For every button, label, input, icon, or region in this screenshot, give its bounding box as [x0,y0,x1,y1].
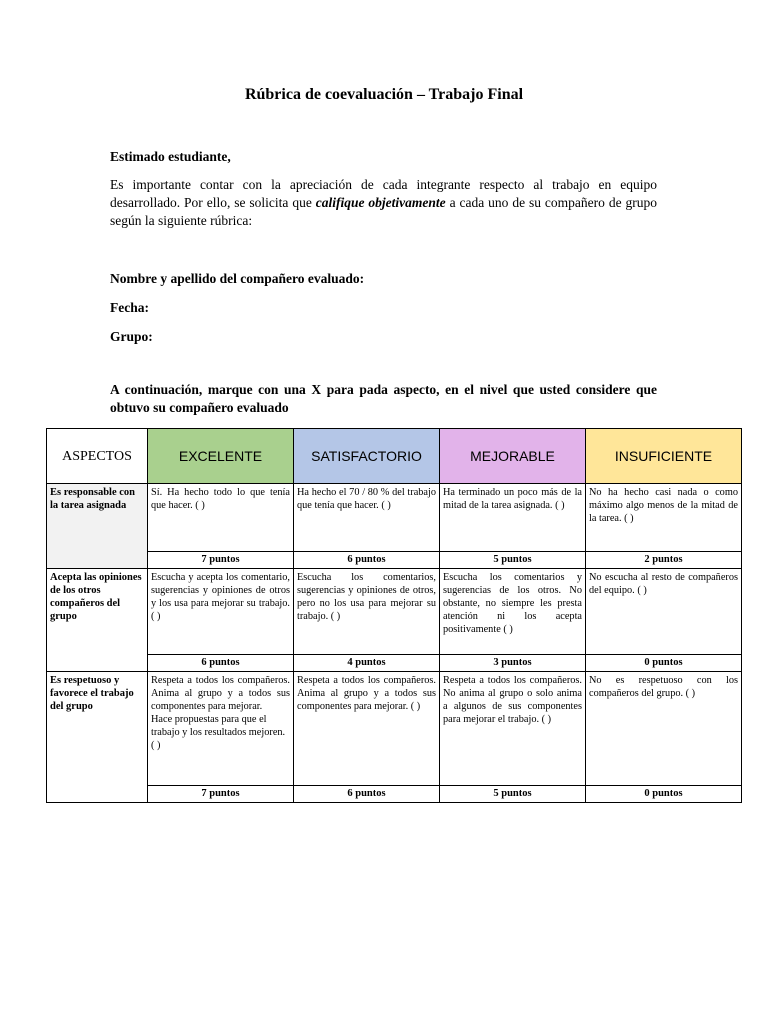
table-row [47,484,742,552]
points-r2-insuficiente: 0 puntos [586,655,742,672]
field-evaluated-name: Nombre y apellido del compañero evaluado: [110,271,365,286]
cell-r1-mejorable[interactable]: Ha terminado un poco más de la mitad de la tarea asignada. ( ) [440,484,586,552]
rubric-header-row [47,429,742,484]
table-row [47,672,742,786]
header-mejorable: MEJORABLE [440,429,586,484]
header-excelente: EXCELENTE [148,429,294,484]
cell-r3-excelente-text-a: Respeta a todos los compañeros. Anima al grupo y a todos sus componentes para mejorar. [151,675,290,712]
table-row [47,569,742,655]
points-r2-satisfactorio: 4 puntos [294,655,440,672]
field-group: Grupo: [110,329,153,344]
intro-paragraph [110,176,657,230]
points-r2-mejorable: 3 puntos [440,655,586,672]
points-r3-insuficiente: 0 puntos [586,786,742,803]
points-r1-satisfactorio: 6 puntos [294,552,440,569]
points-r1-excelente: 7 puntos [148,552,294,569]
points-row [47,786,742,803]
cell-r1-insuficiente[interactable]: No ha hecho casi nada o como máximo algo menos de la mitad de la tarea. ( ) [586,484,742,552]
points-row [47,552,742,569]
aspect-responsible: Es responsable con la tarea asignada [47,484,148,569]
points-r1-mejorable: 5 puntos [440,552,586,569]
aspect-accepts-opinions: Acepta las opiniones de los otros compañeros del grupo [47,569,148,672]
intro-emphasis: califique objetivamente [315,195,446,210]
points-r2-excelente: 6 puntos [148,655,294,672]
points-row [47,655,742,672]
instruction-text: A continuación, marque con una X para pada aspecto, en el nivel que usted considere que obtuvo su compañero evaluado [110,382,657,415]
cell-r3-excelente-text-b: Hace propuestas para que el trabajo y los resultados mejoren. ( ) [151,714,286,751]
field-date: Fecha: [110,300,149,315]
cell-r3-excelente[interactable] [148,672,294,786]
points-r3-satisfactorio: 6 puntos [294,786,440,803]
cell-r3-insuficiente[interactable]: No es respetuoso con los compañeros del grupo. ( ) [586,672,742,786]
cell-r3-satisfactorio[interactable]: Respeta a todos los compañeros. Anima al grupo y a todos sus componentes para mejorar. ( ) [294,672,440,786]
cell-r2-insuficiente[interactable]: No escucha al resto de compañeros del equipo. ( ) [586,569,742,655]
cell-r2-excelente[interactable]: Escucha y acepta los comentario, sugerencias y opiniones de otros y los usa para mejorar su trabajo. ( ) [148,569,294,655]
header-insuficiente: INSUFICIENTE [586,429,742,484]
cell-r1-excelente[interactable]: Sí. Ha hecho todo lo que tenía que hacer. ( ) [148,484,294,552]
cell-r1-satisfactorio[interactable]: Ha hecho el 70 / 80 % del trabajo que tenía que hacer. ( ) [294,484,440,552]
header-aspects: ASPECTOS [47,429,148,484]
rubric-table [46,428,742,803]
intro-text-2: a cada uno de su compañero de grupo según la siguiente rúbrica: [110,195,657,228]
intro-text-1: Es importante contar con la apreciación de cada integrante respecto al trabajo en equipo desarrollado. Por ello, se solicita que [110,177,657,210]
cell-r2-satisfactorio[interactable]: Escucha los comentarios, sugerencias y opiniones de otros, pero no los usa para mejorar su trabajo. ( ) [294,569,440,655]
greeting: Estimado estudiante, [110,149,231,164]
page-title: Rúbrica de coevaluación – Trabajo Final [244,86,524,103]
cell-r3-mejorable[interactable]: Respeta a todos los compañeros. No anima al grupo o solo anima a algunos de sus componentes para mejorar el trabajo. ( ) [440,672,586,786]
header-satisfactorio: SATISFACTORIO [294,429,440,484]
points-r3-mejorable: 5 puntos [440,786,586,803]
points-r1-insuficiente: 2 puntos [586,552,742,569]
cell-r2-mejorable[interactable]: Escucha los comentarios y sugerencias de los otros. No obstante, no siempre les presta atención ni los acepta positivamente ( ) [440,569,586,655]
points-r3-excelente: 7 puntos [148,786,294,803]
aspect-respectful: Es respetuoso y favorece el trabajo del grupo [47,672,148,803]
